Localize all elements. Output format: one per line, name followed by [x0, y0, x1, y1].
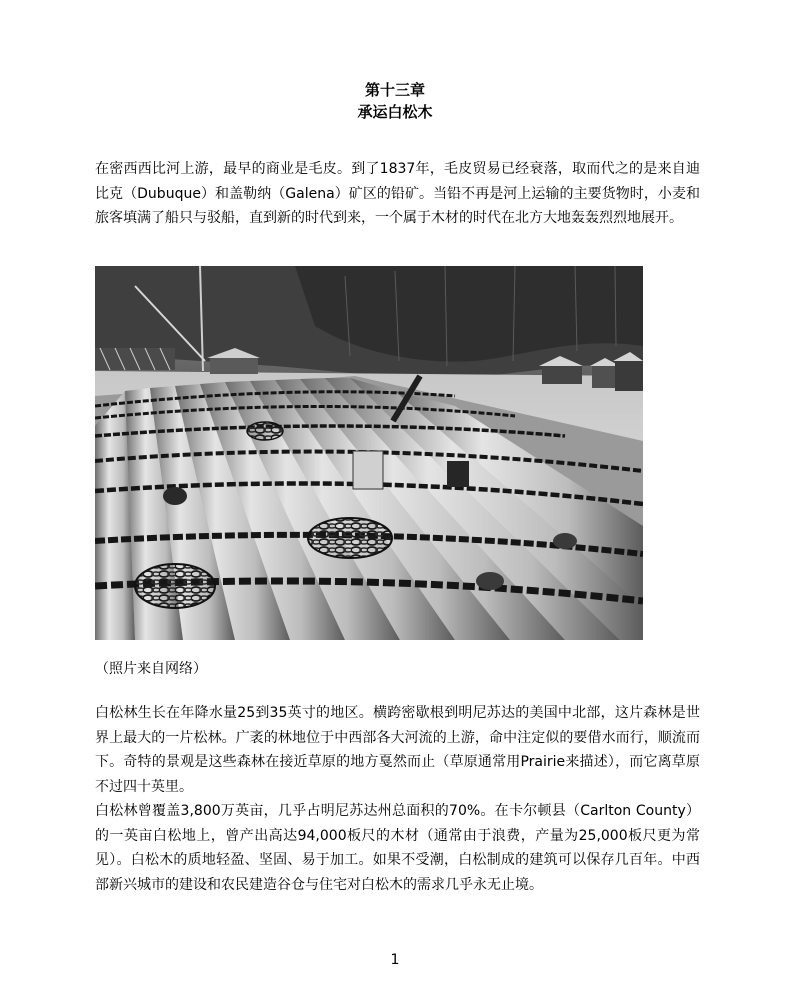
chapter-number: 第十三章	[364, 81, 425, 99]
paragraph-1: 在密西西比河上游，最早的商业是毛皮。到了1837年，毛皮贸易已经衰落，取而代之的是来自迪比克（Dubuque）和盖勒纳（Galena）矿区的铅矿。当铅不再是河上运输的主要货物时，小麦和旅客填满了船只与驳船，直到新的时代到来，一个属于木材的时代在北方大地轰轰烈烈地展开。	[95, 161, 700, 226]
log-raft-photo	[95, 266, 643, 640]
paragraph-2: 白松林生长在年降水量25到35英寸的地区。横跨密歇根到明尼苏达的美国中北部，这片森林是世界上最大的一片松林。广袤的林地位于中西部各大河流的上游，命中注定似的要借水而行，顺流而下。奇特的景观是这些森林在接近草原的地方戛然而止（草原通常用Prairie来描述），而它离草原不过四十英里。	[95, 705, 700, 795]
photo-caption: （照片来自网络）	[95, 661, 207, 677]
page-number: 1	[390, 952, 400, 968]
chapter-title: 承运白松木	[357, 103, 433, 121]
paragraph-3: 白松林曾覆盖3,800万英亩，几乎占明尼苏达州总面积的70%。在卡尔顿县（Carlton County）的一英亩白松地上，曾产出高达94,000板尺的木材（通常由于浪费，产量为25,000板尺更为常见）。白松木的质地轻盈、坚固、易于加工。如果不受潮，白松制成的建筑可以保存几百年。中西部新兴城市的建设和农民建造谷仓与住宅对白松木的需求几乎永无止境。	[95, 803, 700, 893]
